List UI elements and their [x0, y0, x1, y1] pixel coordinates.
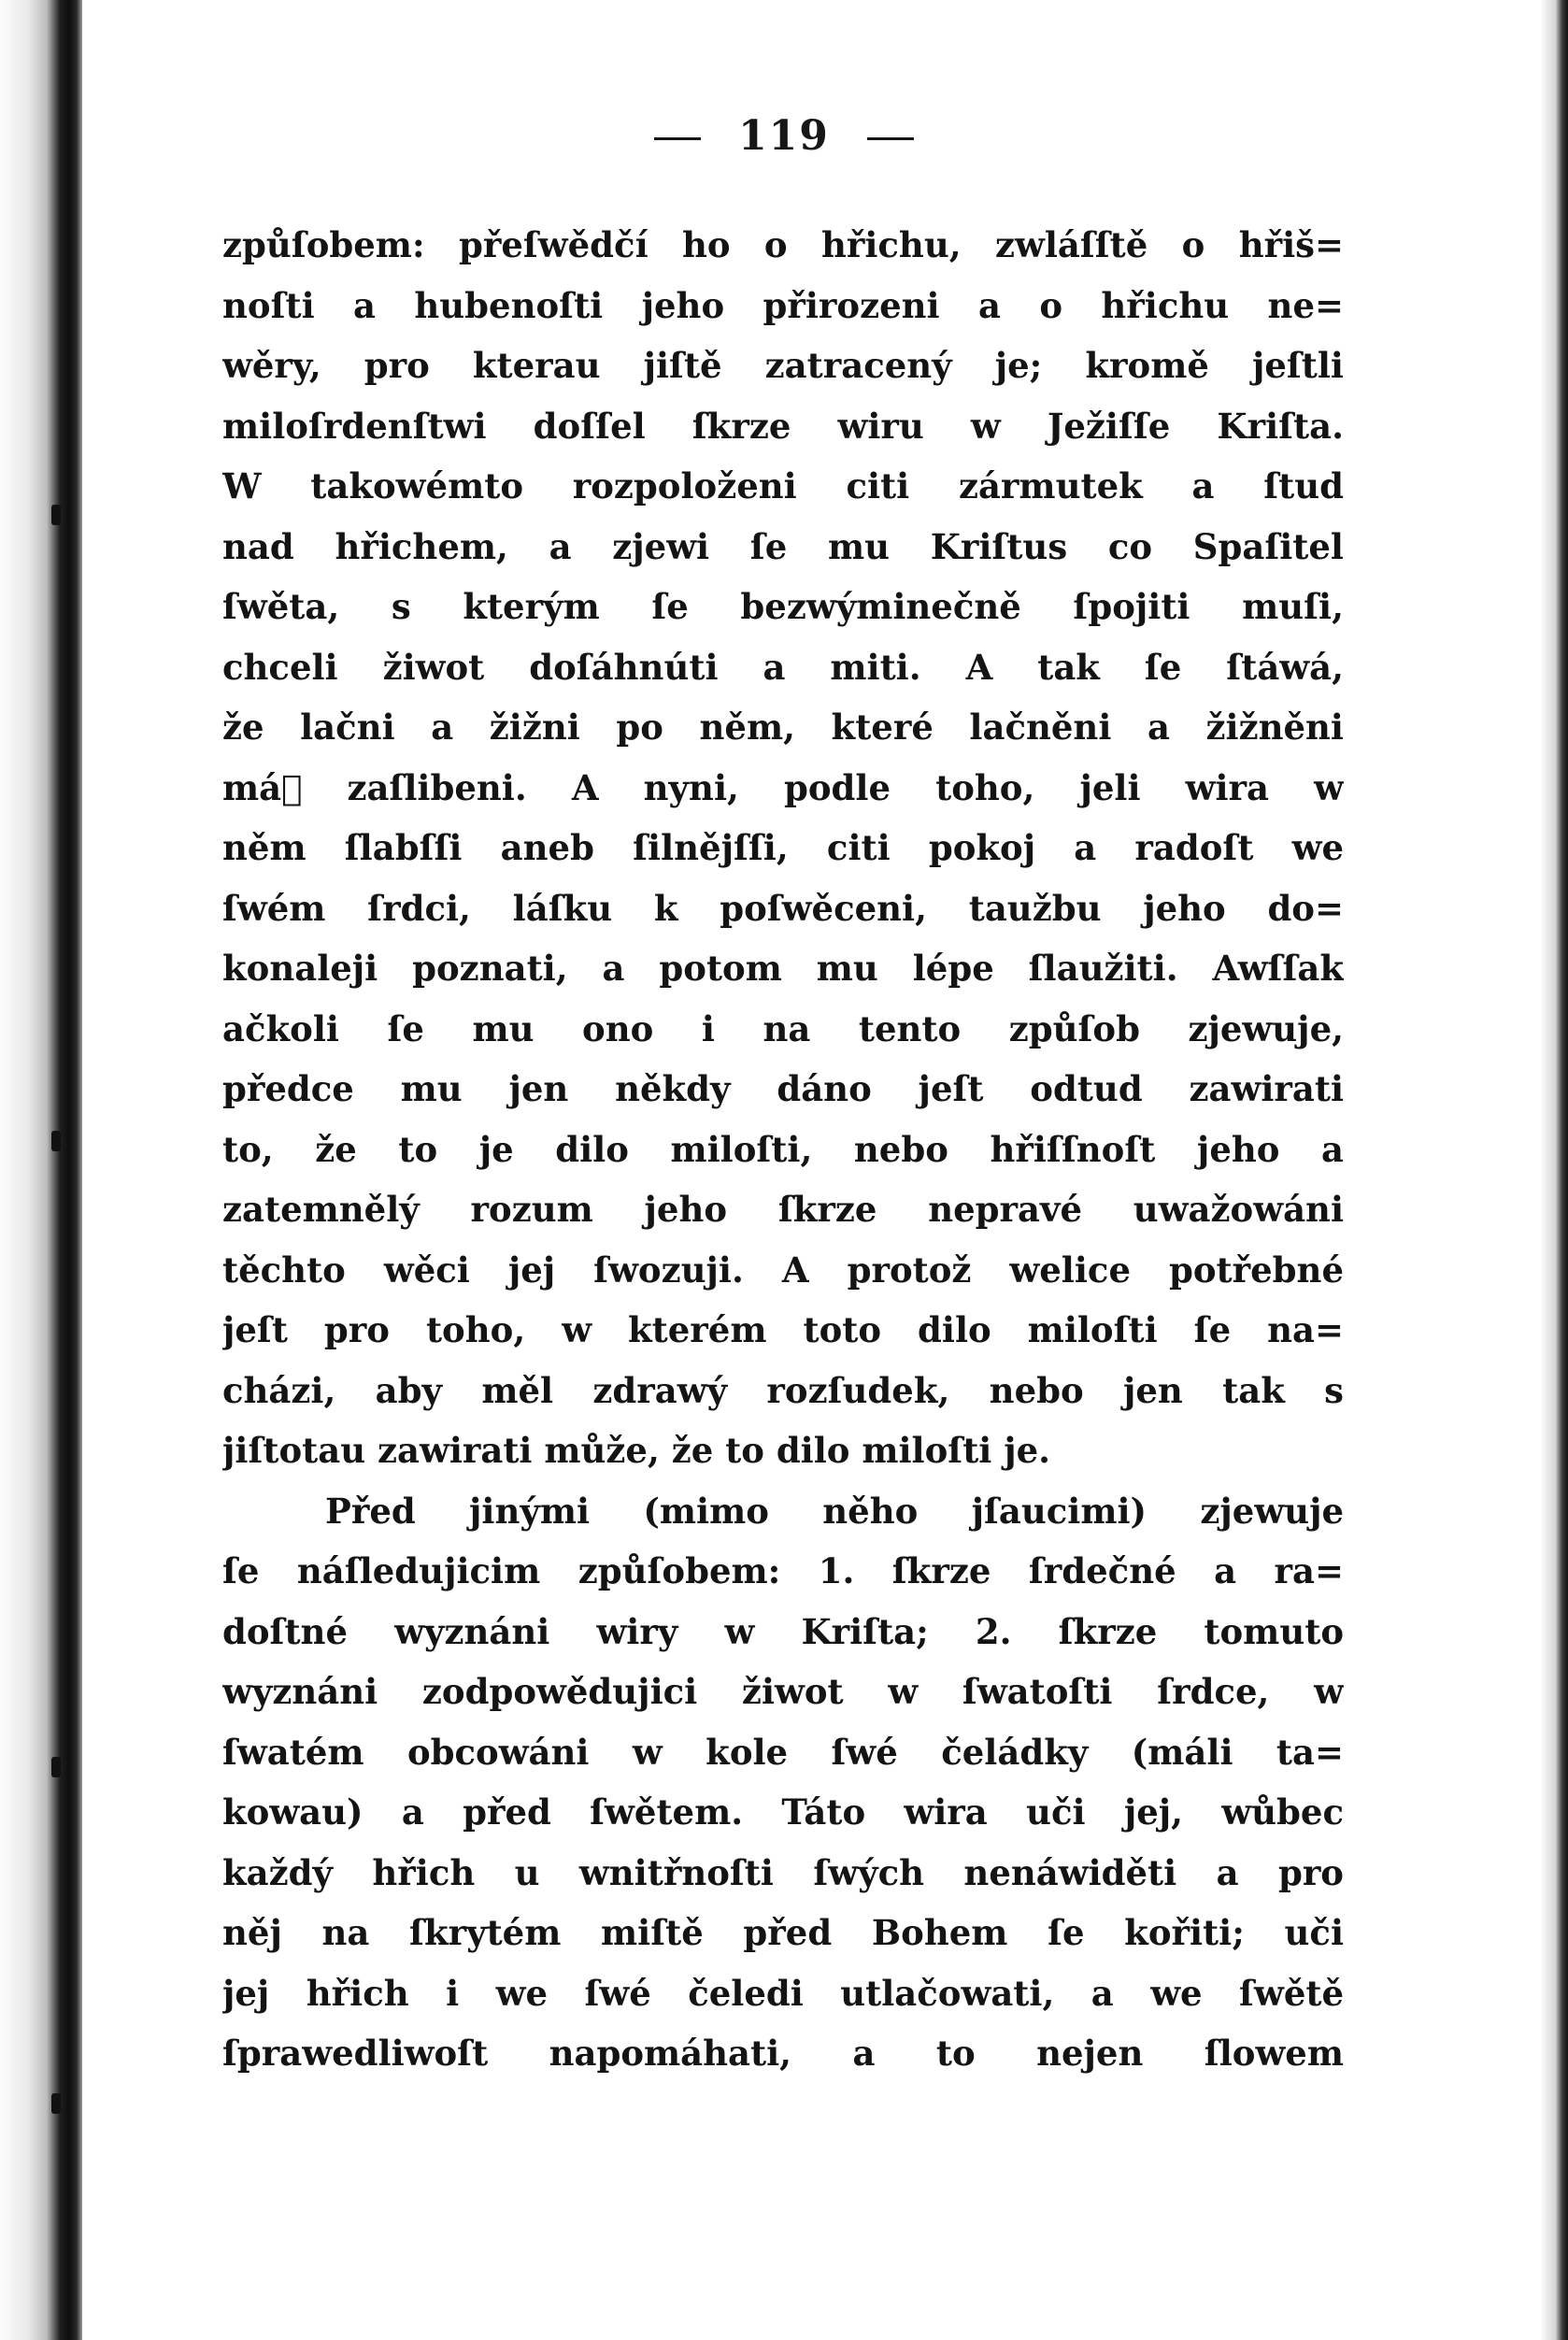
text-line: W takowémto rozpoloženi citi zármutek a ſtud — [222, 465, 1344, 507]
text-line: každý hřich u wnitřnoſti ſwých nenáwiděti a pro — [222, 1851, 1344, 1893]
header-dash-left — [654, 137, 701, 140]
text-line: ſe náſledujicim způſobem: 1. ſkrze ſrdečné a ra= — [222, 1550, 1344, 1591]
text-line: něm ſlabſſi aneb ſilnějſſi, citi pokoj a radoſt we — [222, 827, 1344, 868]
text-line: zatemnělý rozum jeho ſkrze nepravé uwažowáni — [222, 1189, 1344, 1230]
body-text — [222, 215, 1344, 2084]
text-line: ačkoli ſe mu ono i na tento způſob zjewuje, — [222, 1007, 1344, 1049]
text-line: způſobem: přeſwědčí ho o hřichu, zwláſſtě o hřiš= — [222, 224, 1344, 265]
text-line: ſwém ſrdci, láſku k poſwěceni, taužbu jeho do= — [222, 887, 1344, 929]
text-line: miloſrdenſtwi doſſel ſkrze wiru w Ježiſſe Kriſta. — [222, 405, 1344, 447]
text-line: wyznáni zodpowědujici žiwot w ſwatoſti ſrdce, w — [222, 1671, 1344, 1712]
text-line: kowau) a před ſwětem. Táto wira uči jej, wůbec — [222, 1791, 1344, 1833]
text-line: těchto wěci jej ſwozuji. A protož welice potřebné — [222, 1248, 1344, 1291]
text-line: cházi, aby měl zdrawý rozſudek, nebo jen tak s — [222, 1369, 1344, 1411]
page-number: 119 — [738, 112, 830, 160]
text-line: jej hřich i we ſwé čeledi utlačowati, a we ſwětě — [222, 1972, 1344, 2014]
text-line: jeſt pro toho, w kterém toto dilo miloſti ſe na= — [222, 1309, 1344, 1350]
text-line: konaleji poznati, a potom mu lépe ſlaužiti. Awſſak — [222, 948, 1344, 989]
page-header — [0, 112, 1568, 160]
text-line: předce mu jen někdy dáno jeſt odtud zawirati — [222, 1068, 1344, 1109]
text-line: něj na ſkrytém miſtě před Bohem ſe kořiti; uči — [222, 1912, 1344, 1953]
header-dash-right — [867, 137, 914, 140]
text-line: doſtné wyznáni wiry w Kriſta; 2. ſkrze tomuto — [222, 1610, 1344, 1652]
text-line: noſti a hubenoſti jeho přirozeni a o hřichu ne= — [222, 284, 1344, 326]
text-line: nad hřichem, a zjewi ſe mu Kriſtus co Spaſitel — [222, 525, 1344, 567]
page-edge-right — [1540, 0, 1568, 2340]
text-line: Před jinými (mimo něho jſaucimi) zjewuje — [325, 1490, 1344, 1532]
text-line: že lačni a žižni po něm, které lačněni a žižněni — [222, 706, 1344, 748]
binding-mark — [51, 1131, 61, 1151]
binding-mark — [51, 1757, 61, 1777]
text-line: wěry, pro kterau jiſtě zatracený je; kromě jeſtli — [222, 345, 1344, 386]
binding-edge — [0, 0, 82, 2340]
text-line: ſprawedliwoſt napomáhati, a to nejen ſlowem — [222, 2033, 1344, 2074]
text-line: jiſtotau zawirati může, že to dilo miloſti je. — [222, 1430, 1051, 1471]
binding-mark — [51, 2093, 61, 2114]
text-line: má᷑ zaſlibeni. A nyni, podle toho, jeli wira w — [222, 766, 1344, 808]
text-line: ſwěta, s kterým ſe bezwýminečně ſpojiti muſi, — [222, 586, 1344, 627]
text-line: to, že to je dilo miloſti, nebo hřiſſnoſt jeho a — [222, 1128, 1344, 1170]
binding-mark — [51, 505, 61, 525]
text-line: chceli žiwot doſáhnúti a miti. A tak ſe ſtáwá, — [222, 646, 1344, 688]
text-line: ſwatém obcowáni w kole ſwé čeládky (máli ta= — [222, 1731, 1344, 1773]
